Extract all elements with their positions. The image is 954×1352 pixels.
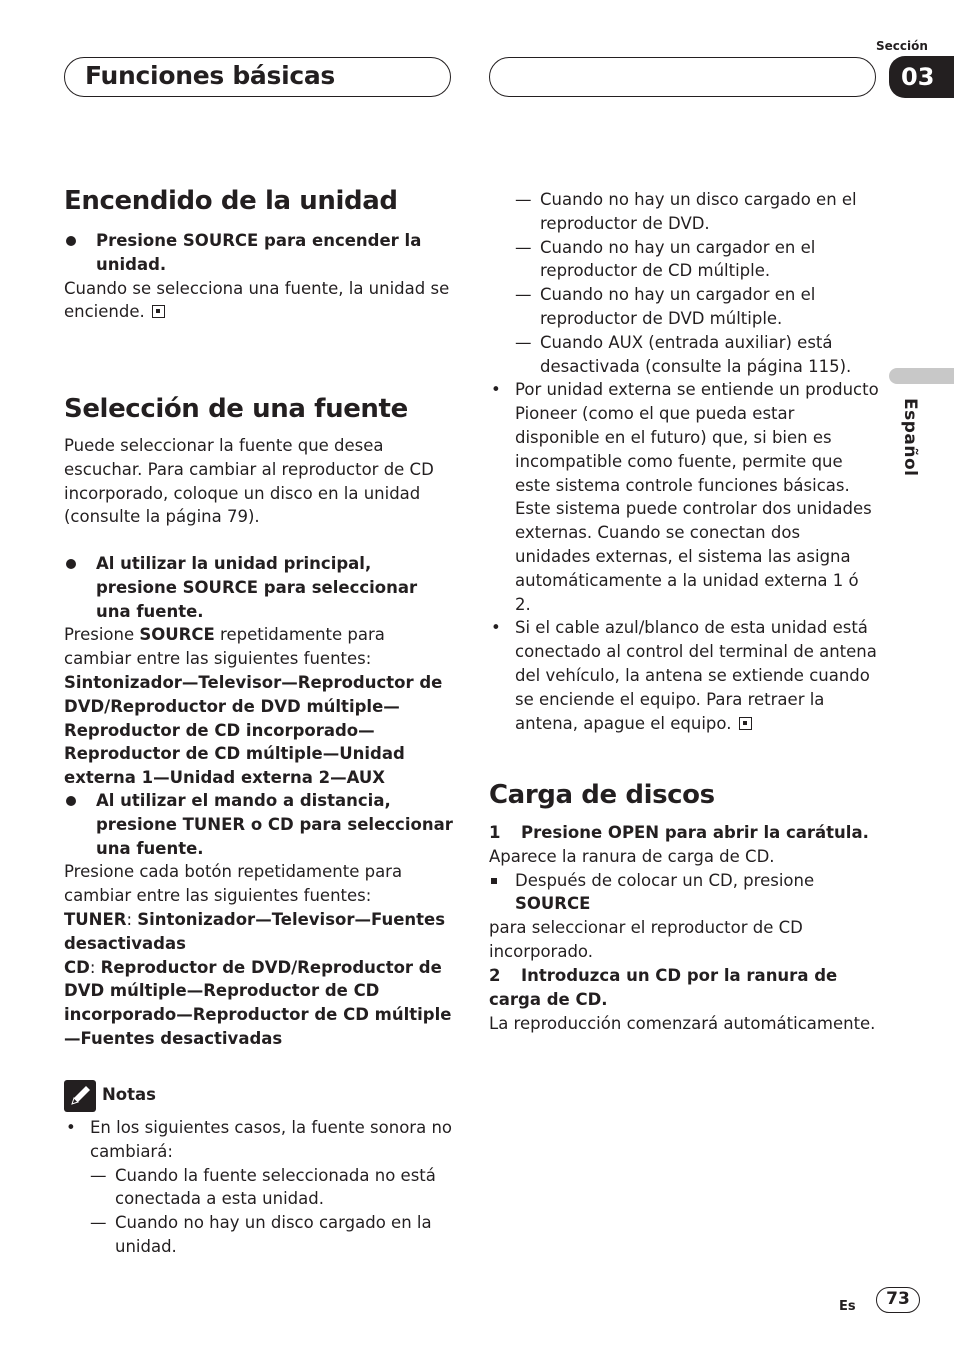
remote-instruction: Al utilizar el mando a distancia, presione TUNER o CD para seleccionar una fuente. <box>64 789 454 860</box>
note-pencil-icon <box>64 1080 96 1112</box>
main-unit-sources: Sintonizador—Televisor—Reproductor de DVD/Reproductor de DVD múltiple—Reproductor de CD incorporado—Reproductor de CD múltiple—Unidad externa 1—Unidad externa 2—AUX <box>64 672 443 788</box>
section-number-badge: 03 <box>889 56 954 98</box>
header-title-box <box>64 57 451 97</box>
notas-continued <box>489 188 879 735</box>
main-unit-body: Presione SOURCE repetidamente para cambiar entre las siguientes fuentes: <box>64 625 385 669</box>
encendido-section <box>64 229 454 324</box>
language-label: Español <box>900 398 920 477</box>
notas-intro: • En los siguientes casos, la fuente sonora no cambiará: <box>64 1116 454 1164</box>
encendido-instruction: Presione SOURCE para encender la unidad. <box>64 229 454 277</box>
seleccion-remote <box>64 789 454 1051</box>
carga-step-2 <box>489 964 879 1035</box>
end-mark-icon <box>739 717 752 730</box>
cd-sources-line: CD: Reproductor de DVD/Reproductor de DVD múltiple—Reproductor de CD incorporado—Reproductor de CD múltiple—Fuentes desactivadas <box>64 957 452 1048</box>
step-1-sub: Después de colocar un CD, presione SOURCE <box>489 869 879 917</box>
header-blank-box <box>489 57 876 97</box>
step-1-sub-continued: para seleccionar el reproductor de CD incorporado. <box>489 918 803 961</box>
step-2-body: La reproducción comenzará automáticamente. <box>489 1013 876 1033</box>
seleccion-main-unit <box>64 552 454 790</box>
language-code: Es <box>839 1299 856 1314</box>
page-number: 73 <box>876 1287 920 1313</box>
note-case-5: — Cuando no hay un cargador en el reproductor de DVD múltiple. <box>489 283 879 331</box>
page-title: Funciones básicas <box>85 61 336 90</box>
heading-carga: Carga de discos <box>489 780 715 810</box>
step-1-body: Aparece la ranura de carga de CD. <box>489 846 775 866</box>
note-case-4: — Cuando no hay un cargador en el reproductor de CD múltiple. <box>489 236 879 284</box>
note-case-6: — Cuando AUX (entrada auxiliar) está desactivada (consulte la página 115). <box>489 331 879 379</box>
note-case-1: — Cuando la fuente seleccionada no está conectada a esta unidad. <box>64 1164 454 1212</box>
main-unit-instruction: Al utilizar la unidad principal, presione SOURCE para seleccionar una fuente. <box>64 552 454 623</box>
seleccion-intro: Puede seleccionar la fuente que desea escuchar. Para cambiar al reproductor de CD incorporado, coloque un disco en la unidad (consulte la página 79). <box>64 436 434 527</box>
note-case-3: — Cuando no hay un disco cargado en el reproductor de DVD. <box>489 188 879 236</box>
end-mark-icon <box>152 305 165 318</box>
heading-encendido: Encendido de la unidad <box>64 186 398 216</box>
encendido-body: Cuando se selecciona una fuente, la unidad se enciende. <box>64 278 450 322</box>
step-2-instruction: 2 Introduzca un CD por la ranura de carga de CD. <box>489 966 838 1009</box>
note-external-unit: • Por unidad externa se entiende un producto Pioneer (como el que pueda estar disponible en el futuro) que, si bien es incompatible como fuente, permite que este sistema controle funciones básicas. Este sistema puede controlar dos unidades externas. Cuando se conectan dos unidades externas, el sistema las asigna automáticamente a la unidad externa 1 ó 2. <box>489 378 879 616</box>
language-tab-marker <box>889 368 954 384</box>
tuner-sources-line: TUNER: Sintonizador—Televisor—Fuentes desactivadas <box>64 909 446 953</box>
heading-seleccion: Selección de una fuente <box>64 394 408 424</box>
notas-section <box>64 1080 454 1259</box>
source-key: SOURCE <box>139 625 215 645</box>
section-label: Sección <box>876 39 928 53</box>
remote-body: Presione cada botón repetidamente para cambiar entre las siguientes fuentes: <box>64 862 403 906</box>
note-antenna: • Si el cable azul/blanco de esta unidad está conectado al control del terminal de antena del vehículo, la antena se extiende cuando se enciende el equipo. Para retraer la antena, apague el equipo. <box>489 616 879 735</box>
notas-title: Notas <box>102 1085 156 1104</box>
step-1-instruction: 1 Presione OPEN para abrir la carátula. <box>489 823 869 842</box>
carga-step-1 <box>489 821 879 964</box>
note-case-2: — Cuando no hay un disco cargado en la unidad. <box>64 1211 454 1259</box>
notas-header <box>64 1080 454 1114</box>
